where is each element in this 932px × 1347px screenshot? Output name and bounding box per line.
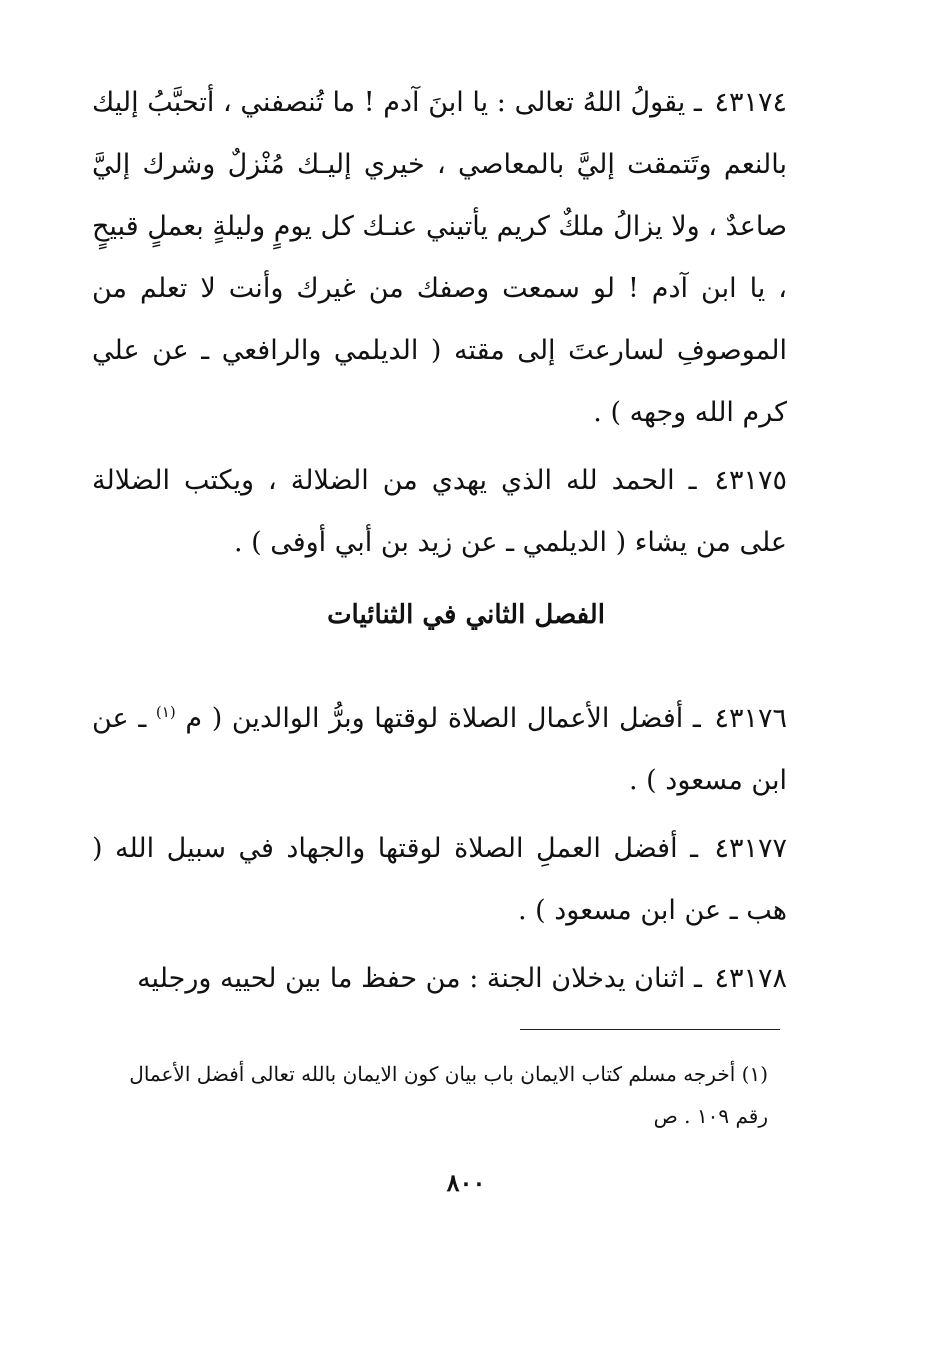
footnote-text: أخرجه مسلم كتاب الايمان باب بيان كون الايمان بالله تعالى أفضل الأعمال [129, 1062, 736, 1086]
hadith-text: ـ اثنان يدخلان الجنة : من حفظ ما بين لحييه ورجليه [137, 963, 702, 994]
hadith-number: ٤٣١٧٦ [714, 703, 787, 734]
footnote-marker[interactable]: (١) [155, 703, 176, 721]
hadith-text: ـ أفضل العملِ الصلاة لوقتها والجهاد في سبيل الله ( هب ـ عن ابن مسعود ) . [92, 833, 787, 926]
footnote-reference: رقم ١٠٩ . ص [653, 1104, 768, 1128]
section-heading: الفصل الثاني في الثنائيات [327, 600, 605, 630]
hadith-4177 [92, 818, 787, 942]
hadith-number: ٤٣١٧٧ [714, 833, 787, 864]
footnote [88, 1053, 768, 1137]
footnote-divider [520, 1029, 780, 1030]
hadith-text: ـ الحمد لله الذي يهدي من الضلالة ، ويكتب الضلالة على من يشاء ( الديلمي ـ عن زيد بن أبي أوفى ) . [92, 465, 787, 558]
hadith-text: ـ أفضل الأعمال الصلاة لوقتها وبرُّ الوالدين ( م [185, 703, 701, 734]
hadith-number: ٤٣١٧٥ [714, 465, 787, 496]
hadith-text: ـ يقولُ اللهُ تعالى : يا ابنَ آدم ! ما تُنصفني ، أتحبَّبُ إليك بالنعم وتَتمقت إليَّ بالمعاصي ، خيري إليـك مُنْزلٌ وشرك إليَّ صاعدٌ ، ولا يزالُ ملكٌ كريم يأتيني عنـك كل يومٍ وليلةٍ بعملٍ قبيحٍ ، يا ابن آدم ! لو سمعت وصفك من غيرك وأنت لا تعلم من الموصوفِ لسارعتَ إلى مقته ( الديلمي والرافعي ـ عن علي كرم الله وجهه ) . [91, 87, 787, 428]
hadith-4175 [92, 450, 787, 574]
page-number: ٨٠٠ [446, 1168, 486, 1197]
hadith-4178 [92, 948, 787, 1010]
hadith-4176 [92, 688, 787, 812]
hadith-number: ٤٣١٧٤ [714, 87, 787, 118]
hadith-number: ٤٣١٧٨ [714, 963, 787, 994]
hadith-4174 [92, 72, 787, 444]
hadith-text-continued: ـ عن ابن مسعود ) . [92, 703, 787, 796]
footnote-mark: (١) [741, 1062, 768, 1086]
